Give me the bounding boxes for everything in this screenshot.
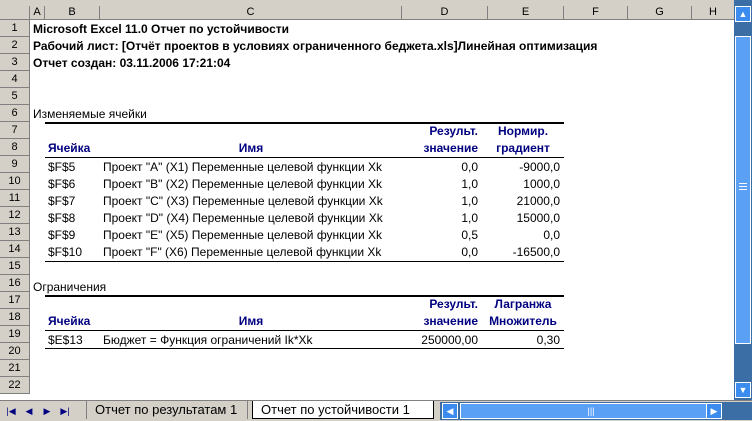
changing-row-grad: 1000,0 xyxy=(523,177,560,191)
row-header[interactable]: 4 xyxy=(0,71,30,88)
changing-row-name: Проект "F" (X6) Переменные целевой функции Xk xyxy=(103,245,382,259)
changing-row-cell: $F$10 xyxy=(48,245,83,259)
changing-row-grad: -16500,0 xyxy=(512,245,560,259)
sheet-tab-bar xyxy=(0,400,752,421)
changing-row-value: 0,5 xyxy=(461,228,478,242)
column-header-e[interactable]: E xyxy=(488,6,564,19)
column-header-a[interactable]: A xyxy=(30,6,45,19)
constraints-header-lag-bottom: Множитель xyxy=(489,314,557,328)
row-header[interactable]: 12 xyxy=(0,207,30,224)
row-header[interactable]: 19 xyxy=(0,326,30,343)
tab-sensitivity-report[interactable]: Отчет по устойчивости 1 xyxy=(252,401,434,419)
changing-row-cell: $F$7 xyxy=(48,194,76,208)
column-header-d[interactable]: D xyxy=(402,6,488,19)
constraints-header-value-top: Результ. xyxy=(429,297,478,311)
changing-row-name: Проект "E" (X5) Переменные целевой функции Xk xyxy=(103,228,383,242)
scroll-up-icon[interactable]: ▲ xyxy=(735,6,751,22)
changing-row-value: 1,0 xyxy=(461,211,478,225)
changing-row-cell: $F$6 xyxy=(48,177,76,191)
row-header[interactable]: 21 xyxy=(0,360,30,377)
last-sheet-icon[interactable]: ▶| xyxy=(60,406,70,416)
column-header-f[interactable]: F xyxy=(564,6,628,19)
changing-header-grad-top: Нормир. xyxy=(497,124,549,138)
row-header[interactable]: 22 xyxy=(0,377,30,394)
column-header-bar xyxy=(0,6,734,20)
scroll-right-icon[interactable]: ▶ xyxy=(706,403,722,419)
constraints-header-rule xyxy=(45,330,564,331)
changing-row-grad: 0,0 xyxy=(543,228,560,242)
changing-row-grad: 21000,0 xyxy=(516,194,560,208)
changing-row-grad: -9000,0 xyxy=(519,160,560,174)
row-header[interactable]: 15 xyxy=(0,258,30,275)
constraints-title: Ограничения xyxy=(33,280,107,294)
changing-header-value-bottom: значение xyxy=(423,141,478,155)
changing-row-value: 1,0 xyxy=(461,177,478,191)
row-header[interactable]: 9 xyxy=(0,156,30,173)
vertical-scroll-thumb[interactable] xyxy=(735,36,751,344)
row-header[interactable]: 20 xyxy=(0,343,30,360)
constraints-header-name: Имя xyxy=(238,314,264,328)
vertical-scrollbar[interactable] xyxy=(734,0,752,400)
changing-row-cell: $F$8 xyxy=(48,211,76,225)
changing-row-name: Проект "A" (X1) Переменные целевой функции Xk xyxy=(103,160,383,174)
row-header[interactable]: 16 xyxy=(0,275,30,292)
scroll-down-icon[interactable]: ▼ xyxy=(735,382,751,398)
changing-cells-title: Изменяемые ячейки xyxy=(33,107,147,121)
constraints-bottom-rule xyxy=(45,348,564,349)
changing-row-name: Проект "B" (X2) Переменные целевой функции Xk xyxy=(103,177,383,191)
changing-row-value: 0,0 xyxy=(461,245,478,259)
scroll-left-icon[interactable]: ◀ xyxy=(442,403,458,419)
column-header-g[interactable]: G xyxy=(628,6,692,19)
constraint-row-name: Бюджет = Функция ограничений Ik*Xk xyxy=(103,333,313,347)
row-header[interactable]: 13 xyxy=(0,224,30,241)
tab-results-report[interactable]: Отчет по результатам 1 xyxy=(86,401,248,419)
select-all-corner[interactable] xyxy=(0,6,30,19)
changing-header-name: Имя xyxy=(238,141,264,155)
report-title: Microsoft Excel 11.0 Отчет по устойчивости xyxy=(33,22,290,36)
constraint-row-cell: $E$13 xyxy=(48,333,83,347)
changing-header-rule xyxy=(45,157,564,158)
column-header-h[interactable]: H xyxy=(709,6,717,18)
constraints-header-value-bottom: значение xyxy=(423,314,478,328)
row-header[interactable]: 18 xyxy=(0,309,30,326)
changing-header-cell: Ячейка xyxy=(48,141,91,155)
row-header[interactable]: 5 xyxy=(0,88,30,105)
changing-row-value: 1,0 xyxy=(461,194,478,208)
row-header[interactable]: 14 xyxy=(0,241,30,258)
report-created: Отчет создан: 03.11.2006 17:21:04 xyxy=(33,56,231,70)
next-sheet-icon[interactable]: ▶ xyxy=(43,406,51,416)
constraints-header-lag-top: Лагранжа xyxy=(494,297,552,311)
changing-row-value: 0,0 xyxy=(461,160,478,174)
report-worksheet: Рабочий лист: [Отчёт проектов в условиях ограниченного беджета.xls]Линейная оптимизация xyxy=(33,39,598,53)
changing-row-name: Проект "C" (X3) Переменные целевой функции Xk xyxy=(103,194,383,208)
prev-sheet-icon[interactable]: ◀ xyxy=(25,406,33,416)
first-sheet-icon[interactable]: |◀ xyxy=(6,406,16,416)
row-header[interactable]: 3 xyxy=(0,54,30,71)
horizontal-scroll-thumb[interactable]: ||| xyxy=(460,403,722,419)
changing-header-grad-bottom: градиент xyxy=(496,141,550,155)
constraint-row-value: 250000,00 xyxy=(421,333,478,347)
row-header[interactable]: 6 xyxy=(0,105,30,122)
changing-row-cell: $F$9 xyxy=(48,228,76,242)
row-header[interactable]: 7 xyxy=(0,122,30,139)
row-header[interactable]: 17 xyxy=(0,292,30,309)
row-header[interactable]: 11 xyxy=(0,190,30,207)
row-header[interactable]: 10 xyxy=(0,173,30,190)
changing-row-name: Проект "D" (X4) Переменные целевой функции Xk xyxy=(103,211,383,225)
column-header-b[interactable]: B xyxy=(45,6,100,19)
changing-bottom-rule xyxy=(45,261,564,262)
row-header[interactable]: 2 xyxy=(0,37,30,54)
changing-row-grad: 15000,0 xyxy=(516,211,560,225)
changing-row-cell: $F$5 xyxy=(48,160,76,174)
horizontal-scrollbar[interactable] xyxy=(440,402,752,420)
row-header[interactable]: 1 xyxy=(0,20,30,37)
column-header-c[interactable]: C xyxy=(100,6,402,19)
constraints-header-cell: Ячейка xyxy=(48,314,91,328)
row-header[interactable]: 8 xyxy=(0,139,30,156)
constraint-row-lag: 0,30 xyxy=(536,333,560,347)
changing-header-value-top: Результ. xyxy=(429,124,478,138)
